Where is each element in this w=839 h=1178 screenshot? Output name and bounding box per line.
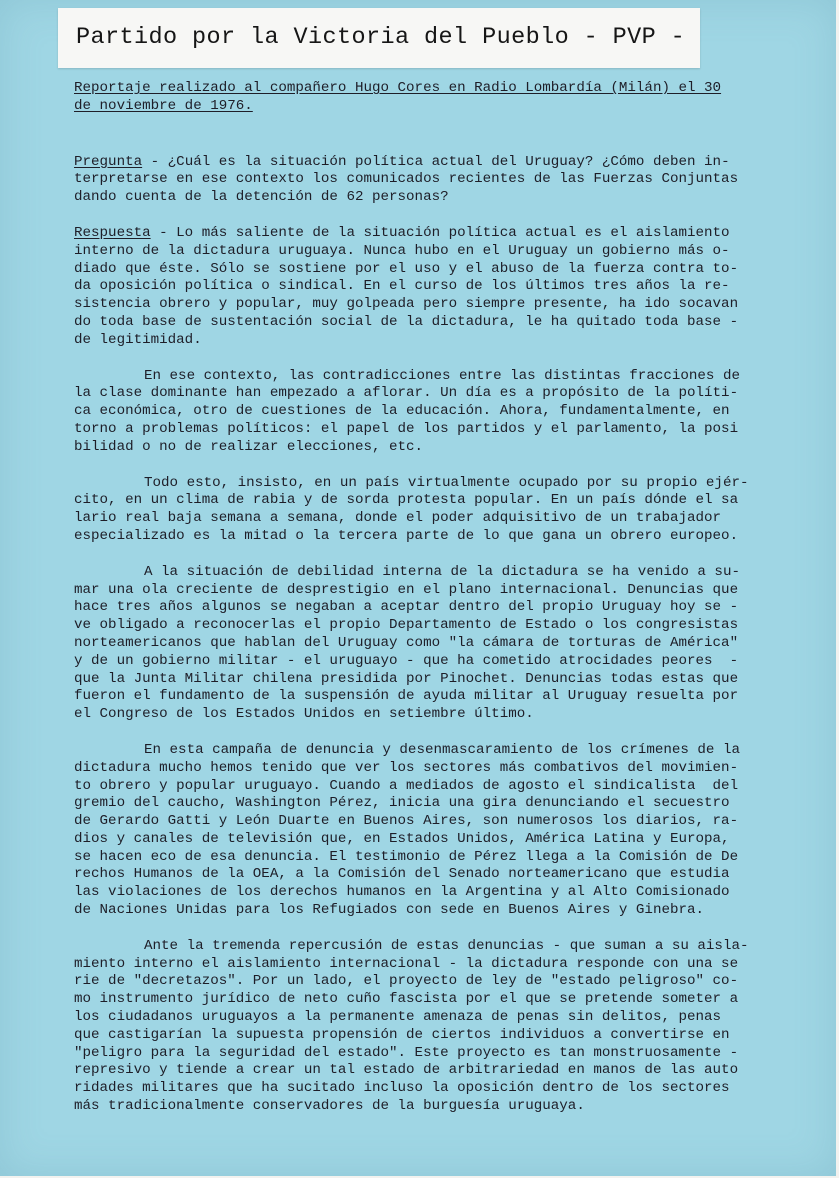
answer-paragraph-3	[74, 475, 800, 546]
answer-paragraph-6	[74, 938, 800, 1116]
answer-line: se hacen eco de esa denuncia. El testimonio de Pérez llega a la Comisión de De	[74, 848, 739, 865]
answer-line: En esta campaña de denuncia y desenmascaramiento de los crímenes de la	[144, 741, 740, 758]
answer-line: los ciudadanos uruguayos a la permanente amenaza de penas sin delitos, penas	[74, 1009, 722, 1026]
question-label: Pregunta	[74, 153, 143, 170]
answer-line: lario real baja semana a semana, donde el poder adquisitivo de un trabajador	[74, 510, 722, 527]
answer-line: dictadura mucho hemos tenido que ver los sectores más combativos del movimien-	[74, 759, 739, 776]
answer-line: cito, en un clima de rabia y de sorda protesta popular. En un país dónde el sa	[74, 492, 739, 509]
title-label	[58, 8, 700, 68]
answer-line: En ese contexto, las contradicciones entre las distintas fracciones de	[144, 367, 740, 384]
answer-line: bilidad o no de realizar elecciones, etc.	[74, 438, 424, 455]
answer-line: A la situación de debilidad interna de la dictadura se ha venido a su-	[144, 563, 740, 580]
answer-line: de Gerardo Gatti y León Duarte en Buenos Aires, son numerosos los diarios, ra-	[74, 813, 739, 830]
answer-line: fueron el fundamento de la suspensión de ayuda militar al Uruguay resuelta por	[74, 688, 739, 705]
answer-line: ve obligado a reconocerlas el propio Departamento de Estado o los congresistas	[74, 617, 739, 634]
answer-line: to obrero y popular uruguayo. Cuando a mediados de agosto el sindicalista del	[74, 777, 739, 794]
question-line: dando cuenta de la detención de 62 personas?	[74, 189, 449, 206]
answer-line: mo instrumento jurídico de neto cuño fascista por el que se pretende someter a	[74, 991, 739, 1008]
question-line: terpretarse en ese contexto los comunicados recientes de las Fuerzas Conjuntas	[74, 171, 739, 188]
answer-line: dios y canales de televisión que, en Estados Unidos, América Latina y Europa,	[74, 830, 730, 847]
answer-line: el Congreso de los Estados Unidos en setiembre último.	[74, 706, 534, 723]
answer-line: sistencia obrero y popular, muy golpeada pero siempre presente, ha ido socavan	[74, 296, 739, 313]
answer-line: Todo esto, insisto, en un país virtualmente ocupado por su propio ejér-	[144, 474, 749, 491]
answer-label: Respuesta	[74, 224, 151, 241]
answer-line: - Lo más saliente de la situación política actual es el aislamiento	[150, 224, 730, 241]
answer-line: rie de "decretazos". Por un lado, el proyecto de ley de "estado peligroso" co-	[74, 973, 739, 990]
answer-line: do toda base de sustentación social de la dictadura, le ha quitado toda base -	[74, 313, 739, 330]
answer-line: hace tres años algunos se negaban a aceptar dentro del propio Uruguay hoy se -	[74, 599, 739, 616]
answer-line: de legitimidad.	[74, 331, 202, 348]
answer-line: "peligro para la seguridad del estado". Este proyecto es tan monstruosamente -	[74, 1044, 739, 1061]
answer-line: interno de la dictadura uruguaya. Nunca hubo en el Uruguay un gobierno más o-	[74, 242, 730, 259]
intro-line: de noviembre de 1976.	[74, 97, 253, 114]
intro-block	[74, 80, 800, 116]
answer-line: la clase dominante han empezado a aflorar. Un día es a propósito de la políti-	[74, 385, 739, 402]
answer-line: Ante la tremenda repercusión de estas denuncias - que suman a su aisla-	[144, 937, 749, 954]
answer-line: mar una ola creciente de desprestigio en el plano internacional. Denuncias que	[74, 581, 739, 598]
answer-line: represivo y tiende a crear un tal estado de arbitrariedad en manos de las auto	[74, 1062, 739, 1079]
answer-paragraph-1	[74, 225, 800, 350]
document-body	[74, 80, 800, 1116]
answer-line: de Naciones Unidas para los Refugiados con sede en Buenos Aires y Ginebra.	[74, 902, 705, 919]
answer-line: ca económica, otro de cuestiones de la educación. Ahora, fundamentalmente, en	[74, 403, 730, 420]
answer-paragraph-4	[74, 564, 800, 724]
question-block	[74, 154, 800, 207]
answer-line: torno a problemas políticos: el papel de los partidos y el parlamento, la posi	[74, 420, 739, 437]
intro-line: Reportaje realizado al compañero Hugo Cores en Radio Lombardía (Milán) el 30	[74, 80, 722, 96]
answer-line: que la Junta Militar chilena presidida por Pinochet. Denuncias todas estas que	[74, 670, 739, 687]
answer-line: más tradicionalmente conservadores de la burguesía uruguaya.	[74, 1098, 585, 1115]
answer-paragraph-2	[74, 368, 800, 457]
document-title: Partido por la Victoria del Pueblo - PVP -	[76, 24, 686, 51]
answer-paragraph-5	[74, 742, 800, 920]
answer-line: ridades militares que ha sucitado incluso la oposición dentro de los sectores	[74, 1080, 730, 1097]
answer-line: rechos Humanos de la OEA, a la Comisión del Senado norteamericano que estudia	[74, 866, 730, 883]
question-line: - ¿Cuál es la situación política actual del Uruguay? ¿Cómo deben in-	[142, 153, 730, 170]
answer-line: miento interno el aislamiento internacional - la dictadura responde con una se	[74, 955, 739, 972]
answer-line: norteamericanos que hablan del Uruguay como "la cámara de torturas de América"	[74, 634, 739, 651]
answer-line: especializado es la mitad o la tercera parte de lo que gana un obrero europeo.	[74, 527, 739, 544]
answer-line: diado que éste. Sólo se sostiene por el uso y el abuso de la fuerza contra to-	[74, 260, 739, 277]
answer-line: gremio del caucho, Washington Pérez, inicia una gira denunciando el secuestro	[74, 795, 730, 812]
answer-line: las violaciones de los derechos humanos en la Argentina y al Alto Comisionado	[74, 884, 730, 901]
answer-line: que castigarían la supuesta propensión de ciertos individuos a convertirse en	[74, 1026, 730, 1043]
answer-line: da oposición política o sindical. En el curso de los últimos tres años la re-	[74, 278, 730, 295]
answer-line: y de un gobierno militar - el uruguayo - que ha cometido atrocidades peores -	[74, 652, 739, 669]
